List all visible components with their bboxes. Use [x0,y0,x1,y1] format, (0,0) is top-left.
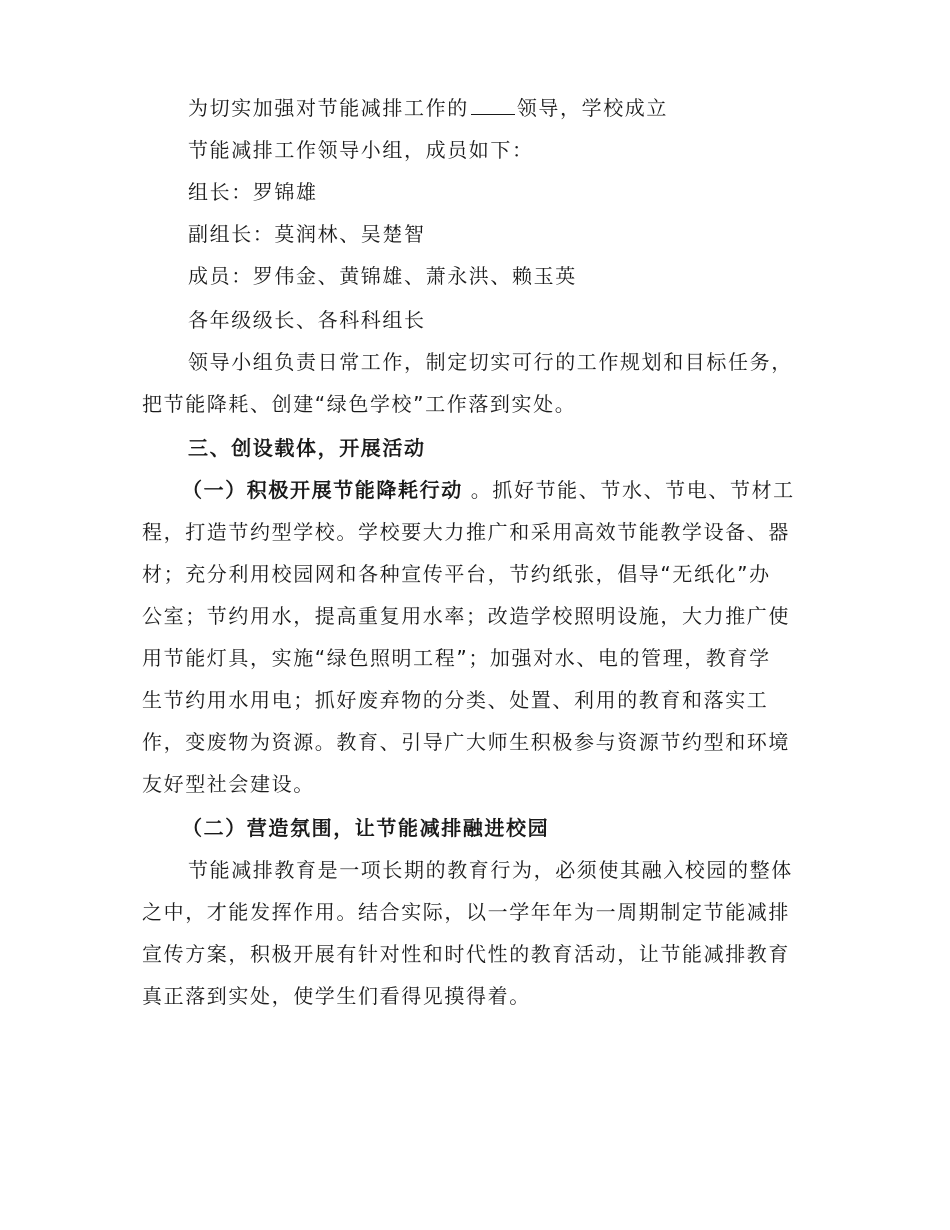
sub1-line-1-rest: 。抓好节能、节水、节电、节材工 [470,478,795,502]
sub1-line-5: 用节能灯具，实施“绿色照明工程”；加强对水、电的管理，教育学 [142,646,771,670]
sub1-line-2: 程，打造节约型学校。学校要大力推广和采用高效节能教学设备、器 [142,520,790,544]
duty-line-2: 把节能降耗、创建“绿色学校”工作落到实处。 [142,392,577,416]
leadership-line-1 [188,94,668,122]
fill-in-blank [471,96,515,115]
leader-line: 组长：罗锦雄 [188,180,318,204]
sub1-line-8: 友好型社会建设。 [142,772,315,796]
grade-heads-line: 各年级级长、各科科组长 [188,308,426,332]
section-heading: 三、创设载体，开展活动 [188,436,426,460]
sub2-line-4: 真正落到实处，使学生们看得见摸得着。 [142,984,531,1008]
sub2-line-1: 节能减排教育是一项长期的教育行为，必须使其融入校园的整体 [188,858,793,882]
sub2-title: （二）营造氛围，让节能减排融进校园 [182,816,550,840]
sub1-line-6: 生节约用水用电；抓好废弃物的分类、处置、利用的教育和落实工 [142,688,769,712]
deputy-leader-line: 副组长：莫润林、吴楚智 [188,222,426,246]
sub1-line-1 [182,476,795,504]
sub1-title: （一）积极开展节能降耗行动 [182,478,463,502]
leadership-line-2: 节能减排工作领导小组，成员如下： [188,138,534,162]
sub1-line-7: 作，变废物为资源。教育、引导广大师生积极参与资源节约型和环境 [142,730,790,754]
members-line: 成员：罗伟金、黄锦雄、萧永洪、赖玉英 [188,264,577,288]
duty-line-1: 领导小组负责日常工作，制定切实可行的工作规划和目标任务， [188,350,793,374]
sub2-line-3: 宣传方案，积极开展有针对性和时代性的教育活动，让节能减排教育 [142,942,790,966]
text-segment: 领导，学校成立 [516,96,669,120]
text-segment: 为切实加强对节能减排工作的 [188,96,469,120]
sub1-line-3: 材；充分利用校园网和各种宣传平台，节约纸张，倡导“无纸化”办 [142,562,771,586]
sub2-line-2: 之中，才能发挥作用。结合实际，以一学年年为一周期制定节能减排 [142,900,790,924]
sub1-line-4: 公室；节约用水，提高重复用水率；改造学校照明设施，大力推广使 [142,604,790,628]
